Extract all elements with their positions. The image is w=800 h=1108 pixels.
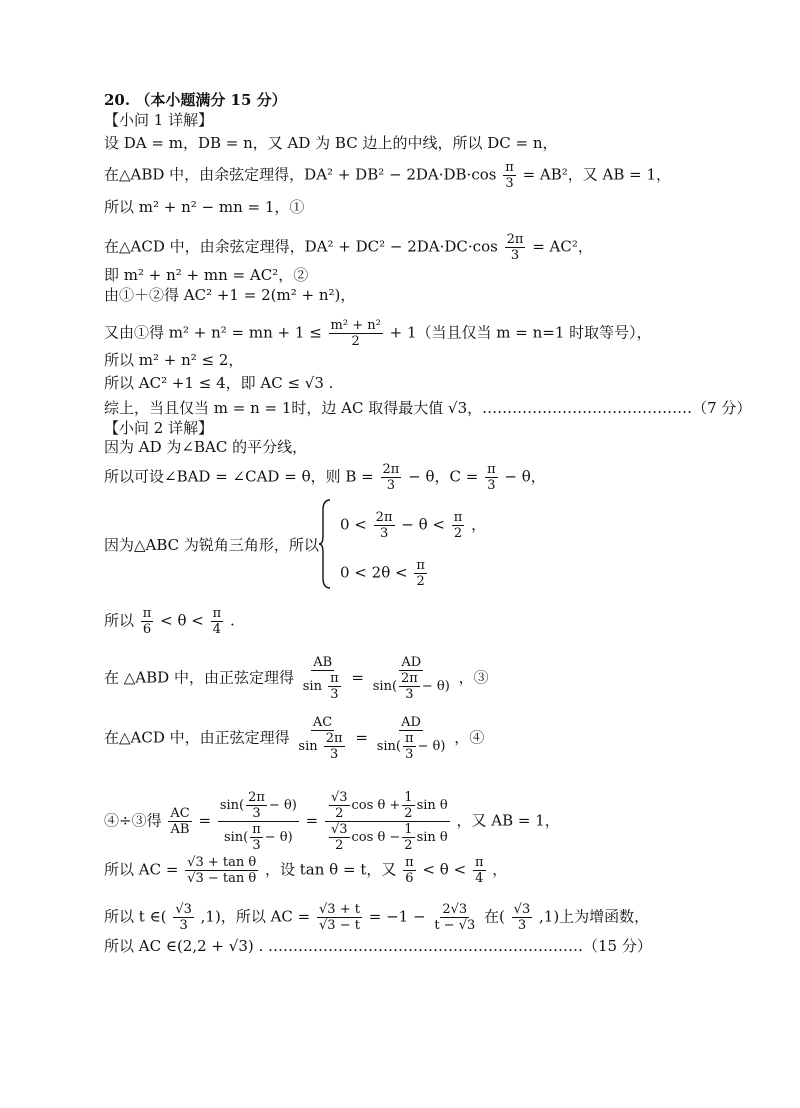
p2-line-1: 因为 AD 为∠BAC 的平分线， [104, 438, 308, 456]
frac-num: π [330, 671, 339, 686]
p2-line-3: 因为△ABC 为锐角三角形，所以 [104, 536, 319, 554]
frac-pi-over-3 [250, 822, 263, 853]
sin-label: sin [302, 679, 322, 694]
frac-pi-over-2 [452, 510, 465, 541]
p1-line-4-tail: = AC²， [532, 237, 593, 256]
frac-ac-over-sin [296, 715, 348, 762]
frac-num: π [142, 606, 152, 621]
minus-theta: − θ) [421, 679, 450, 694]
p1-line-1: 设 DA = m，DB = n，又 AD 为 BC 边上的中线，所以 DC = n， [104, 134, 558, 152]
frac-pi-over-3 [403, 731, 416, 762]
minus-theta: − θ) [268, 798, 297, 813]
frac-num: 2π [382, 462, 400, 477]
frac-ac-over-ab [168, 806, 191, 837]
p2-line-9-c: = −1 − [368, 907, 426, 926]
p2-line-8-comma: ， [492, 860, 508, 879]
frac-num: π [416, 558, 425, 573]
cos-plus: cos θ + [351, 798, 401, 813]
p2-last-line: 所以 AC ∈(2,2 + √3) . ………………………………………………………（15 分） [104, 937, 652, 955]
p2-line-9-b: ,1)，所以 AC = [200, 907, 311, 926]
p1-line-2 [104, 160, 671, 191]
frac-2pi-over-3 [505, 232, 526, 263]
p2-line-4-dot: . [229, 611, 235, 630]
frac-ab-over-sin [301, 655, 345, 702]
frac-num: π [252, 822, 261, 837]
frac-den [301, 671, 345, 702]
p2-line-2-b: − θ，C = [408, 467, 479, 486]
frac-sqrt3-over-2 [329, 790, 350, 821]
frac-2sqrt3-ratio [432, 902, 477, 933]
p2-line-9-d: 在( [484, 907, 505, 926]
frac-2pi-over-3 [381, 462, 402, 493]
p2-line-8 [104, 855, 507, 886]
frac-num: π [453, 510, 463, 525]
frac-num: π [404, 731, 414, 746]
frac-den: AB [170, 822, 190, 837]
frac-num: √3 + t [319, 902, 360, 917]
frac-sin-ratio [218, 790, 299, 853]
frac-2pi-over-3 [246, 790, 267, 821]
frac-2pi-over-3 [324, 731, 345, 762]
frac-m2n2-over-2 [329, 318, 383, 349]
frac-pi-over-4 [473, 855, 486, 886]
frac-ad-over-sin [371, 655, 452, 702]
p2-line-6-b: ，④ [454, 728, 485, 747]
frac-den: √3 − tan θ [187, 871, 257, 886]
frac-num: √3 [330, 822, 348, 837]
p2-line-4 [104, 606, 235, 637]
sin-open: sin( [372, 679, 398, 694]
frac-num: π [474, 855, 484, 870]
frac-den: 6 [405, 871, 414, 886]
frac-tan-ratio [185, 855, 258, 886]
frac-num: π [487, 462, 496, 477]
frac-den: 4 [475, 871, 484, 886]
cos-minus: cos θ − [351, 830, 401, 845]
p1-line-9: 所以 AC² +1 ≤ 4，即 AC ≤ √3 . [104, 374, 334, 392]
p2-line-9 [104, 902, 649, 933]
frac-num: m² + n² [330, 318, 381, 333]
sin-open: sin( [223, 830, 249, 845]
p2-line-4-a: 所以 [104, 611, 135, 630]
sys1-a: 0 < [340, 515, 367, 534]
frac-pi-over-6 [141, 606, 154, 637]
p1-line-2-tail: = AB²，又 AB = 1， [522, 165, 672, 184]
frac-num: 2π [401, 671, 418, 686]
frac-den: 6 [142, 622, 152, 637]
p1-line-8: 所以 m² + n² ≤ 2， [104, 351, 244, 369]
frac-den: 3 [330, 747, 339, 762]
frac-num: π [405, 855, 414, 870]
frac-den: 2 [404, 806, 413, 821]
frac-den: 3 [510, 248, 520, 263]
frac-den [296, 731, 348, 762]
frac-pi-over-3 [328, 671, 341, 702]
frac-den: 2 [351, 334, 360, 349]
p1-line-6: 由①＋②得 AC² +1 = 2(m² + n²)， [104, 286, 356, 304]
frac-den: 3 [330, 687, 339, 702]
frac-2pi-over-3 [374, 510, 395, 541]
p2-line-8-c: < θ < [422, 860, 467, 879]
frac-num: 1 [404, 790, 413, 805]
sys1-b: − θ < [401, 515, 445, 534]
frac-den: 4 [212, 622, 222, 637]
frac-1-over-2 [402, 822, 414, 853]
frac-den: 3 [517, 918, 527, 933]
p2-line-7: ④÷③得 $\frac{AC}{AB}$ = sin( $\frac{2\pi}{3}$ − θ) sin( $\frac{\pi}{3}$ − θ) = $\frac{√3}{2}$ cos θ + $\frac{1}{2}$ sin θ $\frac{√3}{2}$ cos θ − $\frac{1}{2}$ sin θ ，又 AB = 1， [104, 790, 560, 853]
frac-num: 2π [248, 790, 265, 805]
sin-theta: sin θ [416, 798, 448, 813]
frac-den: 3 [252, 806, 261, 821]
frac-den [325, 822, 450, 853]
frac-pi-over-2 [414, 558, 427, 589]
frac-num: √3 [175, 902, 192, 917]
frac-den [371, 671, 452, 702]
frac-num: 2√3 [442, 902, 468, 917]
frac-den [222, 822, 295, 853]
frac-num: 1 [404, 822, 413, 837]
part2-header: 【小问 2 详解】 [104, 419, 214, 437]
frac-num: π [505, 160, 514, 175]
sin-open: sin( [376, 739, 401, 754]
frac-sqrt3-over-3 [512, 902, 533, 933]
sys2-a: 0 < 2θ < [340, 563, 408, 582]
frac-den: 2 [404, 838, 413, 853]
p2-line-9-e: ,1)上为增函数， [539, 907, 650, 926]
p2-line-2-a: 所以可设∠BAD = ∠CAD = θ，则 B = [104, 467, 374, 486]
frac-den: 3 [405, 687, 414, 702]
p2-line-5: 在 △ABD 中，由正弦定理得 AB sin $\frac{\pi}{3}$ = AD sin( $\frac{2\pi}{3}$ − θ) ，③ [104, 655, 489, 702]
frac-den: 2 [453, 526, 463, 541]
frac-pi-over-4 [211, 606, 224, 637]
frac-den: 2 [335, 838, 344, 853]
frac-num: AD [401, 655, 422, 670]
frac-num [325, 790, 450, 822]
p1-line-4-text: 在△ACD 中，由余弦定理得，DA² + DC² − 2DA·DC·cos [104, 237, 498, 256]
frac-den: 3 [179, 918, 188, 933]
frac-1-over-2 [402, 790, 414, 821]
p2-line-6: 在△ACD 中，由正弦定理得 AC sin $\frac{2\pi}{3}$ = AD sin( $\frac{\pi}{3}$ − θ) ，④ [104, 715, 485, 762]
p2-line-7-a: ④÷③得 [104, 811, 162, 830]
frac-2pi-over-3 [399, 671, 420, 702]
p2-line-9-a: 所以 t ∈( [104, 907, 167, 926]
frac-den: 2 [416, 574, 425, 589]
p2-line-5-a: 在 △ABD 中，由正弦定理得 [104, 668, 294, 687]
p1-line-7 [104, 318, 652, 349]
minus-theta: − θ) [264, 830, 293, 845]
frac-pi-over-6 [403, 855, 416, 886]
frac-num: AB [313, 655, 333, 670]
frac-den: 3 [379, 526, 389, 541]
frac-num: √3 [513, 902, 531, 917]
system-ineq-1 [340, 510, 486, 541]
minus-theta: − θ) [417, 739, 446, 754]
frac-num: √3 + tan θ [187, 855, 257, 870]
frac-den: 3 [487, 478, 496, 493]
p1-line-3: 所以 m² + n² − mn = 1，① [104, 198, 305, 216]
problem-title: 20. （本小题满分 15 分） [104, 91, 287, 109]
sin-label: sin [298, 739, 318, 754]
p2-line-2 [104, 462, 546, 493]
p1-line-7-text: 又由①得 m² + n² = mn + 1 ≤ [104, 323, 322, 342]
frac-cos-sin-ratio [325, 790, 450, 853]
sin-open: sin( [219, 798, 245, 813]
sys-comma: ， [471, 515, 487, 534]
frac-pi-over-3 [485, 462, 498, 493]
frac-num: 2π [506, 232, 524, 247]
p1-line-4 [104, 232, 593, 263]
frac-den [375, 731, 448, 762]
p2-line-8-a: 所以 AC = [104, 860, 179, 879]
p1-line-7-tail: + 1（当且仅当 m = n=1 时取等号）， [389, 323, 652, 342]
frac-sqrt3-over-3 [173, 902, 194, 933]
frac-den: 2 [335, 806, 344, 821]
frac-den: √3 − t [319, 918, 360, 933]
p2-line-2-c: − θ， [504, 467, 546, 486]
frac-num: 2π [375, 510, 393, 525]
frac-ad-over-sin [375, 715, 448, 762]
frac-t-ratio [317, 902, 362, 933]
frac-num: 2π [325, 731, 343, 746]
frac-num [218, 790, 299, 822]
frac-sqrt3-over-2 [329, 822, 350, 853]
frac-num: √3 [330, 790, 348, 805]
frac-den: 3 [386, 478, 396, 493]
frac-den: t − √3 [434, 918, 476, 933]
system-brace [318, 498, 332, 590]
p1-line-2-text: 在△ABD 中，由余弦定理得，DA² + DB² − 2DA·DB·cos [104, 165, 497, 184]
frac-den: 3 [505, 176, 514, 191]
sin-theta: sin θ [416, 830, 448, 845]
frac-num: AD [401, 715, 421, 730]
frac-num: π [212, 606, 222, 621]
part1-header: 【小问 1 详解】 [104, 111, 214, 129]
p1-line-10: 综上，当且仅当 m = n = 1时，边 AC 取得最大值 √3，……………………………………（7 分） [104, 399, 752, 417]
p2-line-5-b: ，③ [458, 668, 489, 687]
p2-line-4-b: < θ < [160, 611, 204, 630]
system-ineq-2 [340, 558, 429, 589]
frac-den: 3 [405, 747, 414, 762]
frac-pi-over-3 [503, 160, 516, 191]
frac-den: 3 [252, 838, 261, 853]
frac-num: AC [312, 715, 333, 730]
p2-line-8-b: ，设 tan θ = t，又 [265, 860, 397, 879]
p2-line-7-b: ，又 AB = 1， [456, 811, 560, 830]
p2-line-6-a: 在△ACD 中，由正弦定理得 [104, 728, 290, 747]
p1-line-5: 即 m² + n² + mn = AC²，② [104, 266, 309, 284]
frac-num: AC [170, 806, 190, 821]
